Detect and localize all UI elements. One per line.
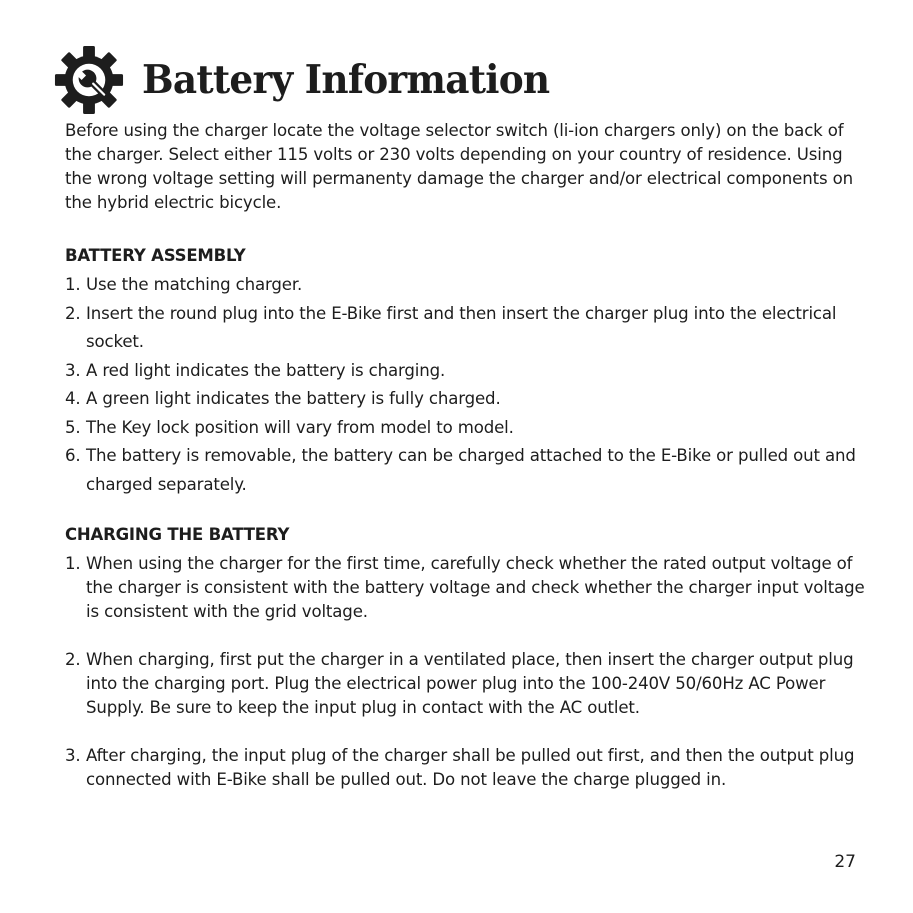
item-number: 5. (65, 417, 81, 437)
item-number: 3. (65, 360, 81, 380)
item-number: 2. (65, 650, 81, 669)
item-number: 2. (65, 303, 81, 323)
item-text: When charging, first put the charger in a ventilated place, then insert the charger output plug into the charging port. Plug the electrical power plug into the 100-240V 50/60Hz AC Power Supply. Be sure to keep the input plug in contact with the AC outlet. (86, 650, 854, 717)
page-header (52, 40, 566, 120)
gear-wrench-icon (52, 43, 126, 117)
item-text: Use the matching charger. (86, 275, 303, 294)
page-number: 27 (834, 852, 856, 872)
list-item (65, 744, 865, 792)
item-text: A green light indicates the battery is fully charged. (86, 389, 501, 408)
item-number: 1. (65, 554, 81, 573)
item-text: A red light indicates the battery is charging. (86, 360, 446, 380)
item-number: 6. (65, 446, 81, 465)
list-item (65, 648, 865, 720)
item-text: Insert the round plug into the E-Bike first and then insert the charger plug into the electrical socket. (86, 303, 837, 351)
item-text: The battery is removable, the battery can be charged attached to the E-Bike or pulled out and charged separately. (86, 446, 856, 494)
list-item (65, 552, 865, 624)
item-number: 1. (65, 275, 81, 294)
page-title: Battery Information (142, 57, 550, 103)
list-item (65, 385, 865, 414)
list-item (65, 300, 865, 357)
item-number: 4. (65, 389, 81, 408)
list-item (65, 442, 865, 499)
charging-battery-heading: CHARGING THE BATTERY (65, 525, 290, 544)
battery-assembly-list (65, 271, 865, 499)
battery-assembly-heading: BATTERY ASSEMBLY (65, 246, 246, 265)
intro-paragraph: Before using the charger locate the voltage selector switch (li-ion chargers only) on the back of the charger. Select either 115 volts or 230 volts depending on your country of residence. Using the wrong voltage setting will permanenty damage the charger and/or electrical components on the hybrid electric bicycle. (65, 121, 853, 212)
list-item (65, 271, 865, 300)
item-text: After charging, the input plug of the charger shall be pulled out first, and then the output plug connected with E-Bike shall be pulled out. Do not leave the charge plugged in. (86, 746, 855, 789)
item-text: When using the charger for the first time, carefully check whether the rated output voltage of the charger is consistent with the battery voltage and check whether the charger input voltage is consistent with the grid voltage. (86, 554, 865, 621)
list-item (65, 414, 865, 443)
item-text: The Key lock position will vary from model to model. (86, 417, 514, 437)
charging-battery-list (65, 552, 865, 816)
list-item (65, 357, 865, 386)
item-number: 3. (65, 746, 81, 765)
